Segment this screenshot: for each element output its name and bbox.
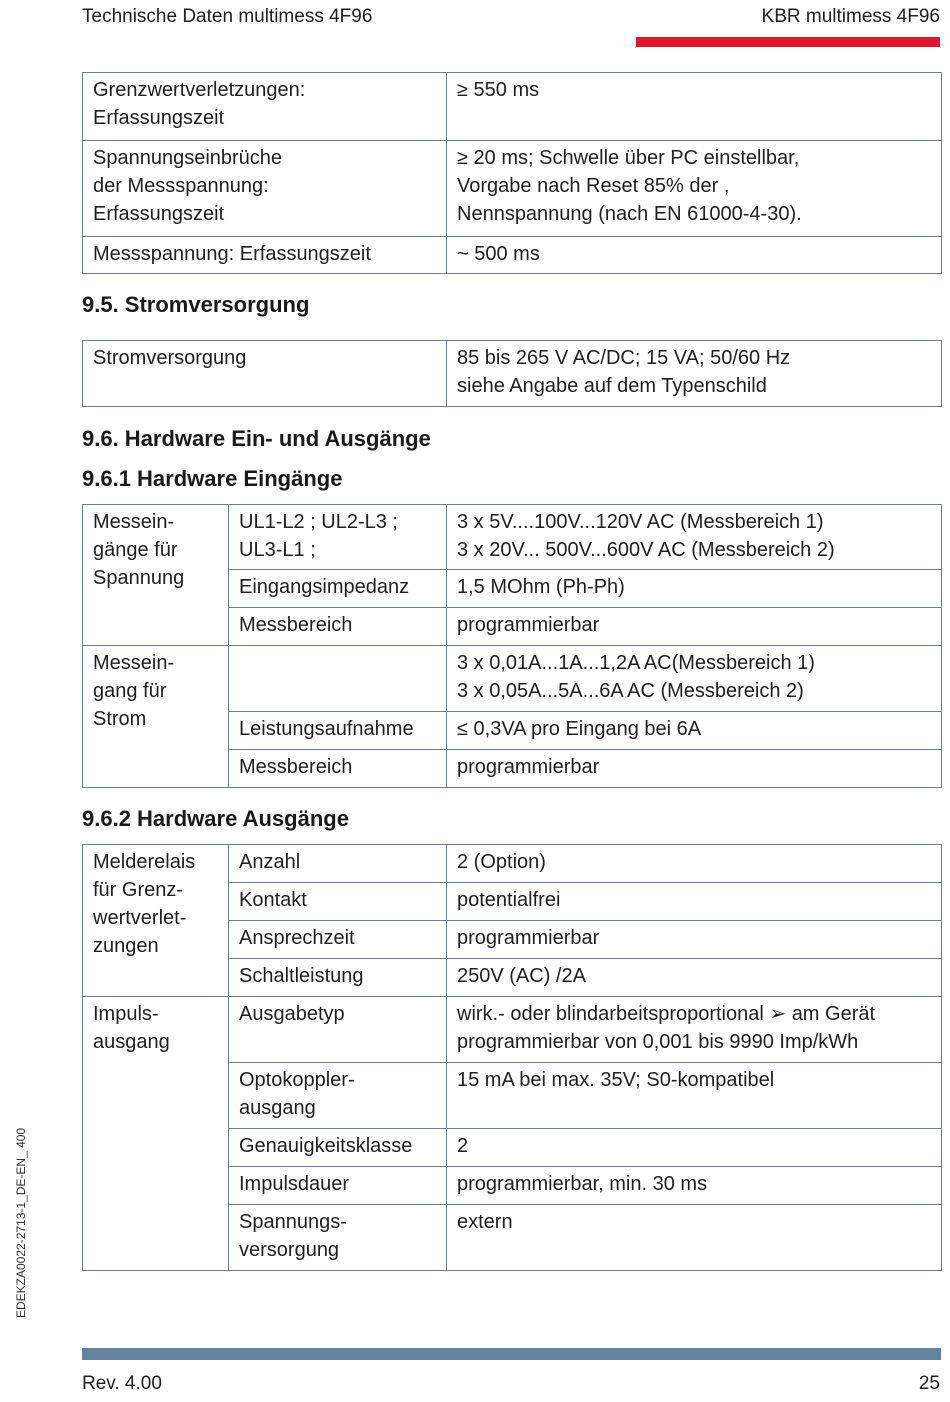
row-value: 2 (447, 1129, 942, 1167)
row-value: programmierbar (447, 608, 942, 646)
revision-label: Rev. 4.00 (82, 1373, 162, 1394)
table-row (83, 505, 942, 570)
section-heading-9-6: 9.6. Hardware Ein- und Ausgänge (82, 426, 431, 451)
row-value: programmierbar, min. 30 ms (447, 1167, 942, 1205)
row-value: potentialfrei (447, 883, 942, 921)
table-row (83, 646, 942, 712)
table-row (83, 845, 942, 883)
row-sublabel: Kontakt (229, 883, 447, 921)
row-label: Grenzwertverletzungen: Erfassungszeit (83, 73, 447, 141)
row-sublabel: Messbereich (229, 608, 447, 646)
row-value: wirk.- oder blindarbeitsproportional ➢ am Gerät programmierbar von 0,001 bis 9990 Imp/kWh (447, 997, 942, 1063)
footer-bar (82, 1348, 941, 1360)
page-number: 25 (918, 1373, 940, 1394)
table-row (83, 341, 942, 407)
row-value: ≥ 20 ms; Schwelle über PC einstellbar, Vorgabe nach Reset 85% der , Nennspannung (nach EN 61000-4-30). (447, 141, 942, 237)
row-value: extern (447, 1205, 942, 1271)
header-product-name: KBR multimess 4F96 (761, 6, 940, 27)
table-hardware-inputs (82, 504, 942, 788)
row-value: 1,5 MOhm (Ph-Ph) (447, 570, 942, 608)
row-sublabel: Optokoppler- ausgang (229, 1063, 447, 1129)
row-sublabel: Messbereich (229, 750, 447, 788)
row-value: 2 (Option) (447, 845, 942, 883)
row-sublabel (229, 646, 447, 712)
row-value: 15 mA bei max. 35V; S0-kompatibel (447, 1063, 942, 1129)
row-value: programmierbar (447, 750, 942, 788)
table-limit-timings (82, 72, 942, 274)
section-heading-9-5: 9.5. Stromversorgung (82, 292, 310, 317)
row-sublabel: Eingangsimpedanz (229, 570, 447, 608)
section-heading-9-6-2: 9.6.2 Hardware Ausgänge (82, 806, 349, 831)
group-label-pulse-output: Impuls- ausgang (83, 997, 229, 1271)
row-label: Messspannung: Erfassungszeit (83, 237, 447, 274)
row-sublabel: Leistungsaufnahme (229, 712, 447, 750)
row-sublabel: Schaltleistung (229, 959, 447, 997)
row-value: programmierbar (447, 921, 942, 959)
row-sublabel: Impulsdauer (229, 1167, 447, 1205)
header-doc-title: Technische Daten multimess 4F96 (82, 6, 373, 27)
header-accent-bar (636, 37, 940, 47)
group-label-current-input: Messein- gang für Strom (83, 646, 229, 788)
table-hardware-outputs (82, 844, 942, 1271)
table-row (83, 141, 942, 237)
group-label-voltage-inputs: Messein- gänge für Spannung (83, 505, 229, 646)
table-row (83, 997, 942, 1063)
table-power-supply (82, 340, 942, 407)
row-label: Spannungseinbrüche der Messspannung: Erfassungszeit (83, 141, 447, 237)
row-sublabel: UL1-L2 ; UL2-L3 ; UL3-L1 ; (229, 505, 447, 570)
row-sublabel: Ansprechzeit (229, 921, 447, 959)
section-heading-9-6-1: 9.6.1 Hardware Eingänge (82, 466, 343, 491)
document-code: EDEKZA0022-2713-1_DE-EN_ 400 (14, 1127, 28, 1318)
row-label: Stromversorgung (83, 341, 447, 407)
row-value: 250V (AC) /2A (447, 959, 942, 997)
row-sublabel: Ausgabetyp (229, 997, 447, 1063)
table-row (83, 237, 942, 274)
row-value: 3 x 0,01A...1A...1,2A AC(Messbereich 1) 3 x 0,05A...5A...6A AC (Messbereich 2) (447, 646, 942, 712)
row-value: ≥ 550 ms (447, 73, 942, 141)
row-sublabel: Genauigkeitsklasse (229, 1129, 447, 1167)
row-value: ~ 500 ms (447, 237, 942, 274)
group-label-relay: Melderelais für Grenz- wertverlet- zungen (83, 845, 229, 997)
row-sublabel: Spannungs- versorgung (229, 1205, 447, 1271)
row-value: ≤ 0,3VA pro Eingang bei 6A (447, 712, 942, 750)
row-sublabel: Anzahl (229, 845, 447, 883)
row-value: 3 x 5V....100V...120V AC (Messbereich 1) 3 x 20V... 500V...600V AC (Messbereich 2) (447, 505, 942, 570)
table-row (83, 73, 942, 141)
row-value: 85 bis 265 V AC/DC; 15 VA; 50/60 Hz siehe Angabe auf dem Typenschild (447, 341, 942, 407)
